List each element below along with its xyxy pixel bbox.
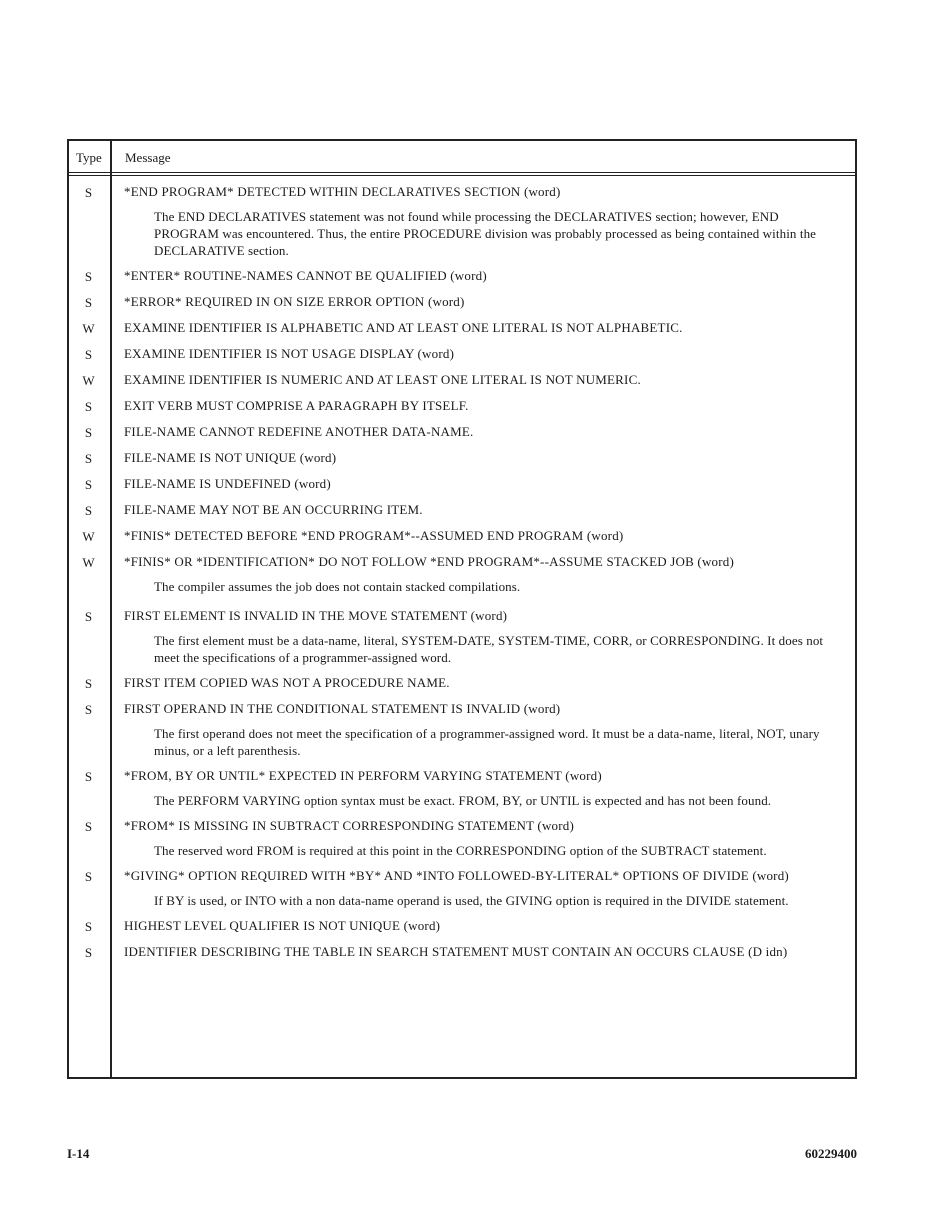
table-row: [67, 476, 857, 493]
message-text: *ERROR* REQUIRED IN ON SIZE ERROR OPTION (word): [124, 294, 465, 309]
table-row: [67, 424, 857, 441]
type-cell: S: [84, 451, 93, 466]
type-cell: W: [82, 321, 95, 336]
message-text: *FINIS* DETECTED BEFORE *END PROGRAM*--ASSUMED END PROGRAM (word): [124, 528, 624, 543]
table-row: [67, 398, 857, 415]
message-text: HIGHEST LEVEL QUALIFIER IS NOT UNIQUE (word): [124, 918, 441, 933]
message-text: *FROM, BY OR UNTIL* EXPECTED IN PERFORM VARYING STATEMENT (word): [124, 768, 602, 783]
type-cell: W: [82, 529, 95, 544]
table-row: [67, 554, 857, 595]
message-text: *END PROGRAM* DETECTED WITHIN DECLARATIVES SECTION (word): [124, 184, 561, 199]
message-text: EXAMINE IDENTIFIER IS NUMERIC AND AT LEAST ONE LITERAL IS NOT NUMERIC.: [124, 372, 641, 387]
message-text: FILE-NAME MAY NOT BE AN OCCURRING ITEM.: [124, 502, 423, 517]
table-row: [67, 184, 857, 259]
header-rule-double: [67, 175, 857, 176]
table-row: [67, 372, 857, 389]
type-cell: S: [84, 185, 93, 200]
table-row: [67, 675, 857, 692]
message-note: The reserved word FROM is required at this point in the CORRESPONDING option of the SUBTRACT statement.: [154, 843, 767, 858]
table-row: [67, 294, 857, 311]
type-cell: S: [84, 269, 93, 284]
type-cell: S: [84, 945, 93, 960]
message-text: EXAMINE IDENTIFIER IS ALPHABETIC AND AT LEAST ONE LITERAL IS NOT ALPHABETIC.: [124, 320, 683, 335]
message-text: *GIVING* OPTION REQUIRED WITH *BY* AND *INTO FOLLOWED-BY-LITERAL* OPTIONS OF DIVIDE (word): [124, 868, 789, 883]
message-text: FILE-NAME IS UNDEFINED (word): [124, 476, 331, 491]
table-row: [67, 268, 857, 285]
table-row: [67, 450, 857, 467]
table-row: [67, 320, 857, 337]
type-cell: S: [84, 503, 93, 518]
table-row: [67, 918, 857, 935]
type-cell: S: [84, 295, 93, 310]
column-header-message: Message: [125, 150, 171, 165]
type-cell: S: [84, 702, 93, 717]
table-row: [67, 944, 857, 961]
message-text: FILE-NAME CANNOT REDEFINE ANOTHER DATA-NAME.: [124, 424, 474, 439]
type-cell: W: [82, 373, 95, 388]
message-note: The PERFORM VARYING option syntax must be exact. FROM, BY, or UNTIL is expected and has not been found.: [154, 793, 772, 808]
table-body: [67, 184, 857, 961]
message-text: FIRST OPERAND IN THE CONDITIONAL STATEMENT IS INVALID (word): [124, 701, 561, 716]
table-row: [67, 701, 857, 759]
table-row: [67, 818, 857, 859]
table-row: [67, 868, 857, 909]
type-cell: W: [82, 555, 95, 570]
type-cell: S: [84, 769, 93, 784]
type-cell: S: [84, 425, 93, 440]
message-text: IDENTIFIER DESCRIBING THE TABLE IN SEARCH STATEMENT MUST CONTAIN AN OCCURS CLAUSE (D idn): [124, 944, 788, 959]
type-cell: S: [84, 477, 93, 492]
type-cell: S: [84, 347, 93, 362]
page-number: I-14: [67, 1146, 90, 1161]
header-rule: [67, 172, 857, 173]
message-note: The first operand does not meet the specification of a programmer-assigned word. It must be a data-name, literal, NOT, unary minus, or a left parenthesis.: [154, 726, 820, 758]
type-cell: S: [84, 399, 93, 414]
table-row: [67, 768, 857, 809]
message-text: *FINIS* OR *IDENTIFICATION* DO NOT FOLLOW *END PROGRAM*--ASSUME STACKED JOB (word): [124, 554, 734, 569]
message-note: The compiler assumes the job does not contain stacked compilations.: [154, 579, 521, 594]
message-text: FILE-NAME IS NOT UNIQUE (word): [124, 450, 337, 465]
table-row: [67, 528, 857, 545]
message-text: *FROM* IS MISSING IN SUBTRACT CORRESPONDING STATEMENT (word): [124, 818, 574, 833]
document-number: 60229400: [805, 1146, 857, 1161]
type-cell: S: [84, 869, 93, 884]
table-row: [67, 502, 857, 519]
message-text: EXIT VERB MUST COMPRISE A PARAGRAPH BY ITSELF.: [124, 398, 469, 413]
column-header-type: Type: [76, 150, 102, 165]
type-cell: S: [84, 919, 93, 934]
type-cell: S: [84, 609, 93, 624]
message-text: FIRST ELEMENT IS INVALID IN THE MOVE STATEMENT (word): [124, 608, 508, 623]
type-cell: S: [84, 819, 93, 834]
message-text: FIRST ITEM COPIED WAS NOT A PROCEDURE NAME.: [124, 675, 450, 690]
message-note: The first element must be a data-name, literal, SYSTEM-DATE, SYSTEM-TIME, CORR, or CORRESPONDING. It does not meet the specifications of a programmer-assigned word.: [154, 633, 824, 665]
table-row: [67, 346, 857, 363]
type-cell: S: [84, 676, 93, 691]
message-text: *ENTER* ROUTINE-NAMES CANNOT BE QUALIFIED (word): [124, 268, 487, 283]
message-note: The END DECLARATIVES statement was not found while processing the DECLARATIVES section; however, END PROGRAM was encountered. Thus, the entire PROCEDURE division was probably processed as being contained within the DECLARATIVE section.: [154, 209, 817, 258]
message-text: EXAMINE IDENTIFIER IS NOT USAGE DISPLAY (word): [124, 346, 455, 361]
table-row: [67, 608, 857, 666]
message-note: If BY is used, or INTO with a non data-name operand is used, the GIVING option is required in the DIVIDE statement.: [154, 893, 789, 908]
